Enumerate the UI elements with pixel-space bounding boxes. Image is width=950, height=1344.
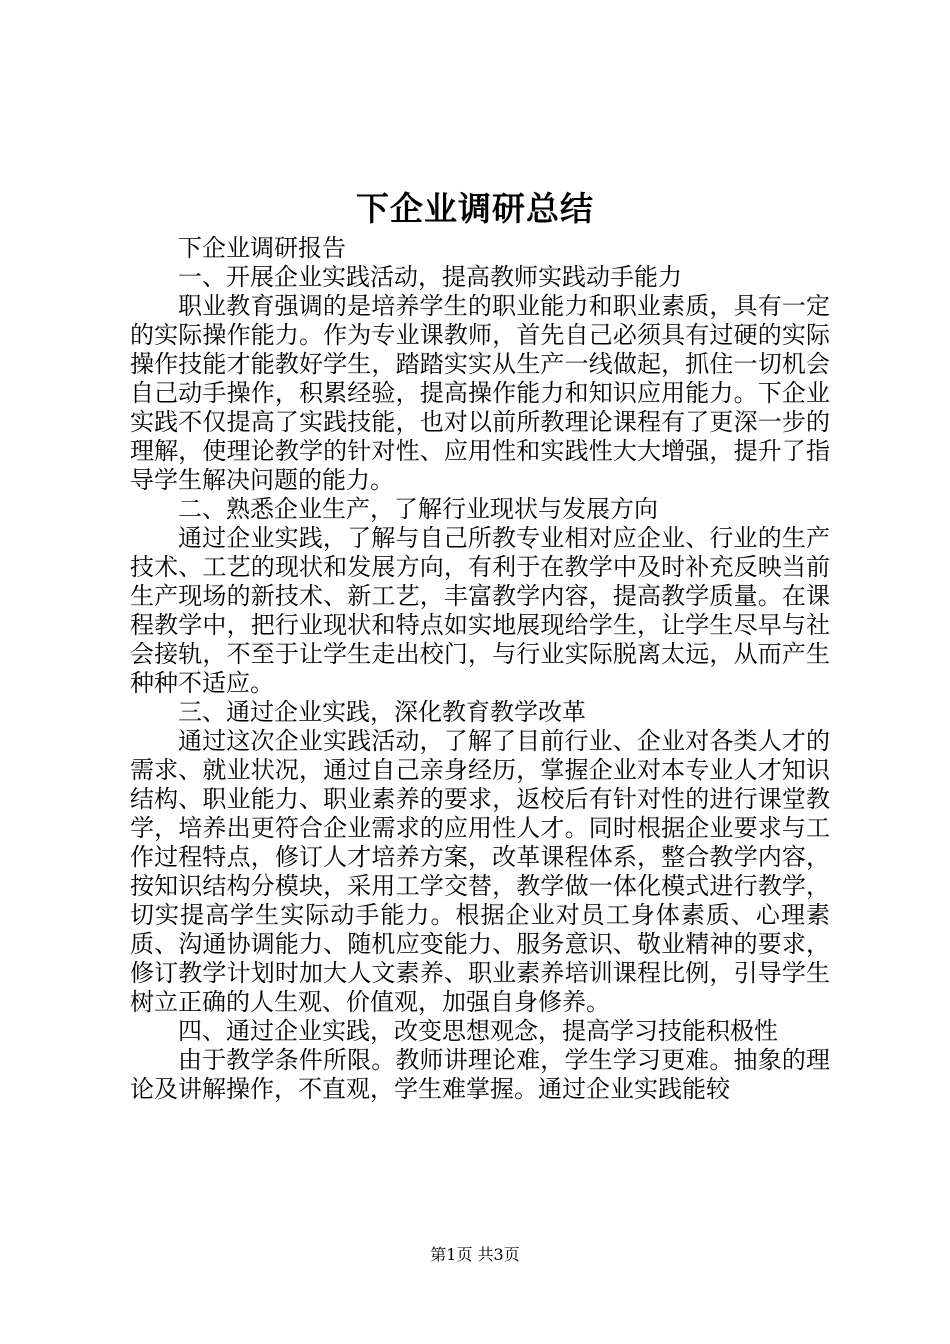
body-paragraph-1: 职业教育强调的是培养学生的职业能力和职业素质，具有一定的实际操作能力。作为专业课教师，首先自己必须具有过硬的实际操作技能才能教好学生，踏踏实实从生产一线做起，抓住一切机会自己动手操作，积累经验，提高操作能力和知识应用能力。下企业实践不仅提高了实践技能，也对以前所教理论课程有了更深一步的理解，使理论教学的针对性、应用性和实践性大大增强，提升了指导学生解决问题的能力。 [130,292,830,494]
section-heading-2: 二、熟悉企业生产，了解行业现状与发展方向 [178,495,658,523]
body-paragraph-2: 通过企业实践，了解与自己所教专业相对应企业、行业的生产技术、工艺的现状和发展方向，有利于在教学中及时补充反映当前生产现场的新技术、新工艺，丰富教学内容，提高教学质量。在课程教学中，把行业现状和特点如实地展现给学生，让学生尽早与社会接轨，不至于让学生走出校门，与行业实际脱离太远，从而产生种种不适应。 [130,524,830,697]
section-heading-4: 四、通过企业实践，改变思想观念，提高学习技能积极性 [178,1017,778,1045]
report-subtitle: 下企业调研报告 [178,234,346,262]
section-heading-3: 三、通过企业实践，深化教育教学改革 [178,698,586,726]
body-paragraph-3: 通过这次企业实践活动，了解了目前行业、企业对各类人才的需求、就业状况，通过自己亲身经历，掌握企业对本专业人才知识结构、职业能力、职业素养的要求，返校后有针对性的进行课堂教学，培养出更符合企业需求的应用性人才。同时根据企业要求与工作过程特点，修订人才培养方案，改革课程体系，整合教学内容，按知识结构分模块，采用工学交替，教学做一体化模式进行教学，切实提高学生实际动手能力。根据企业对员工身体素质、心理素质、沟通协调能力、随机应变能力、服务意识、敬业精神的要求，修订教学计划时加大人文素养、职业素养培训课程比例，引导学生树立正确的人生观、价值观，加强自身修养。 [130,727,830,1016]
page-title: 下企业调研总结 [356,189,594,228]
page-footer: 第1页 共3页 [430,1245,520,1264]
document-body [130,234,830,1104]
body-paragraph-4: 由于教学条件所限。教师讲理论难，学生学习更难。抽象的理论及讲解操作，不直观，学生难掌握。通过企业实践能较 [130,1046,830,1103]
section-heading-1: 一、开展企业实践活动，提高教师实践动手能力 [178,263,682,291]
